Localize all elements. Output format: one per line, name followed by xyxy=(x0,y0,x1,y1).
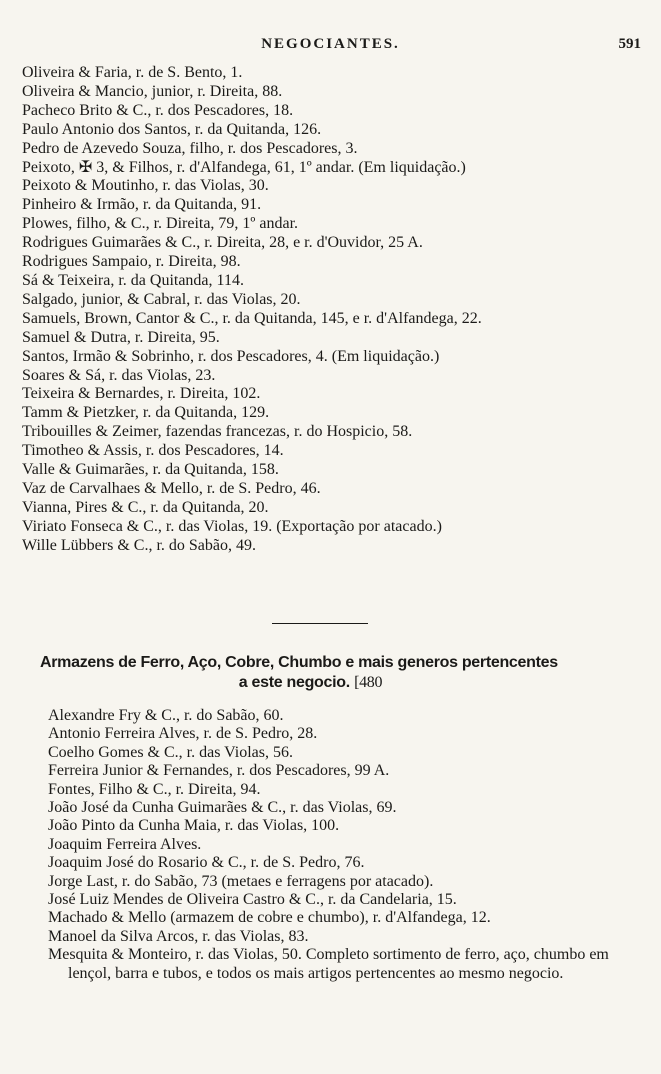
list-item: Samuels, Brown, Cantor & C., r. da Quitanda, 145, e r. d'Alfandega, 22. xyxy=(22,309,482,327)
list-item: Manoel da Silva Arcos, r. das Violas, 83. xyxy=(48,927,309,945)
list-item: Antonio Ferreira Alves, r. de S. Pedro, 28. xyxy=(48,725,318,743)
list-item: Vaz de Carvalhaes & Mello, r. de S. Pedro, 46. xyxy=(22,479,321,497)
list-item: Santos, Irmão & Sobrinho, r. dos Pescadores, 4. (Em liquidação.) xyxy=(22,347,440,365)
list-item: Joaquim Ferreira Alves. xyxy=(48,835,202,853)
list-item: Salgado, junior, & Cabral, r. das Violas, 20. xyxy=(22,290,301,308)
list-item: Alexandre Fry & C., r. do Sabão, 60. xyxy=(48,707,284,724)
list-item: Coelho Gomes & C., r. das Violas, 56. xyxy=(48,743,293,761)
section-heading-line2-wrap xyxy=(40,673,641,693)
section-heading-line1: Armazens de Ferro, Aço, Cobre, Chumbo e mais generos pertencentes xyxy=(40,654,558,671)
list-item: Timotheo & Assis, r. dos Pescadores, 14. xyxy=(22,442,284,460)
list-item: Oliveira & Faria, r. de S. Bento, 1. xyxy=(22,64,243,81)
list-item: Jorge Last, r. do Sabão, 73 (metaes e ferragens por atacado). xyxy=(48,872,434,890)
list-item: Joaquim José do Rosario & C., r. de S. Pedro, 76. xyxy=(48,854,365,872)
list-item: Machado & Mello (armazem de cobre e chumbo), r. d'Alfandega, 12. xyxy=(48,909,491,927)
list-item: Peixoto & Moutinho, r. das Violas, 30. xyxy=(22,177,269,195)
list-item: Ferreira Junior & Fernandes, r. dos Pescadores, 99 A. xyxy=(48,762,390,780)
list-item: Pacheco Brito & C., r. dos Pescadores, 18. xyxy=(22,101,294,119)
list-item: Valle & Guimarães, r. da Quitanda, 158. xyxy=(22,461,279,479)
list-item: José Luiz Mendes de Oliveira Castro & C., r. da Candelaria, 15. xyxy=(48,891,457,909)
list-item: Tamm & Pietzker, r. da Quitanda, 129. xyxy=(22,404,270,422)
page-header xyxy=(0,36,661,58)
list-item: Oliveira & Mancio, junior, r. Direita, 88. xyxy=(22,82,283,100)
section-heading xyxy=(40,653,641,693)
list-item: Vianna, Pires & C., r. da Quitanda, 20. xyxy=(22,498,269,516)
list-item: Wille Lübbers & C., r. do Sabão, 49. xyxy=(22,536,256,554)
list-item: João Pinto da Cunha Maia, r. das Violas, 100. xyxy=(48,817,340,835)
list-item: Teixeira & Bernardes, r. Direita, 102. xyxy=(22,385,261,403)
iron-merchant-list xyxy=(48,707,641,983)
list-item: Plowes, filho, & C., r. Direita, 79, 1º andar. xyxy=(22,215,299,233)
list-item: João José da Cunha Guimarães & C., r. das Violas, 69. xyxy=(48,799,397,817)
section-heading-line2: a este negocio. xyxy=(238,674,350,691)
section-count: [480 xyxy=(354,674,383,691)
list-item: Mesquita & Monteiro, r. das Violas, 50. Completo sortimento de ferro, aço, chumbo em lençol, barra e tubos, e todos os mais artigos pertencentes ao mesmo negocio. xyxy=(48,946,609,982)
list-item: Samuel & Dutra, r. Direita, 95. xyxy=(22,328,220,346)
list-item: Tribouilles & Zeimer, fazendas francezas, r. do Hospicio, 58. xyxy=(22,423,413,441)
list-item: Rodrigues Sampaio, r. Direita, 98. xyxy=(22,253,241,271)
list-item: Pinheiro & Irmão, r. da Quitanda, 91. xyxy=(22,196,262,214)
list-item: Peixoto, ✠ 3, & Filhos, r. d'Alfandega, 61, 1º andar. (Em liquidação.) xyxy=(22,158,466,176)
list-item: Viriato Fonseca & C., r. das Violas, 19. (Exportação por atacado.) xyxy=(22,517,442,535)
merchant-list xyxy=(22,64,641,556)
running-head: NEGOCIANTES. xyxy=(261,36,400,52)
list-item: Rodrigues Guimarães & C., r. Direita, 28, e r. d'Ouvidor, 25 A. xyxy=(22,234,423,252)
page-number: 591 xyxy=(618,36,641,52)
list-item: Sá & Teixeira, r. da Quitanda, 114. xyxy=(22,271,244,289)
list-item: Paulo Antonio dos Santos, r. da Quitanda, 126. xyxy=(22,120,322,138)
list-item: Pedro de Azevedo Souza, filho, r. dos Pescadores, 3. xyxy=(22,139,358,157)
list-item: Soares & Sá, r. das Violas, 23. xyxy=(22,366,216,384)
section-divider xyxy=(272,623,368,624)
list-item: Fontes, Filho & C., r. Direita, 94. xyxy=(48,780,261,798)
